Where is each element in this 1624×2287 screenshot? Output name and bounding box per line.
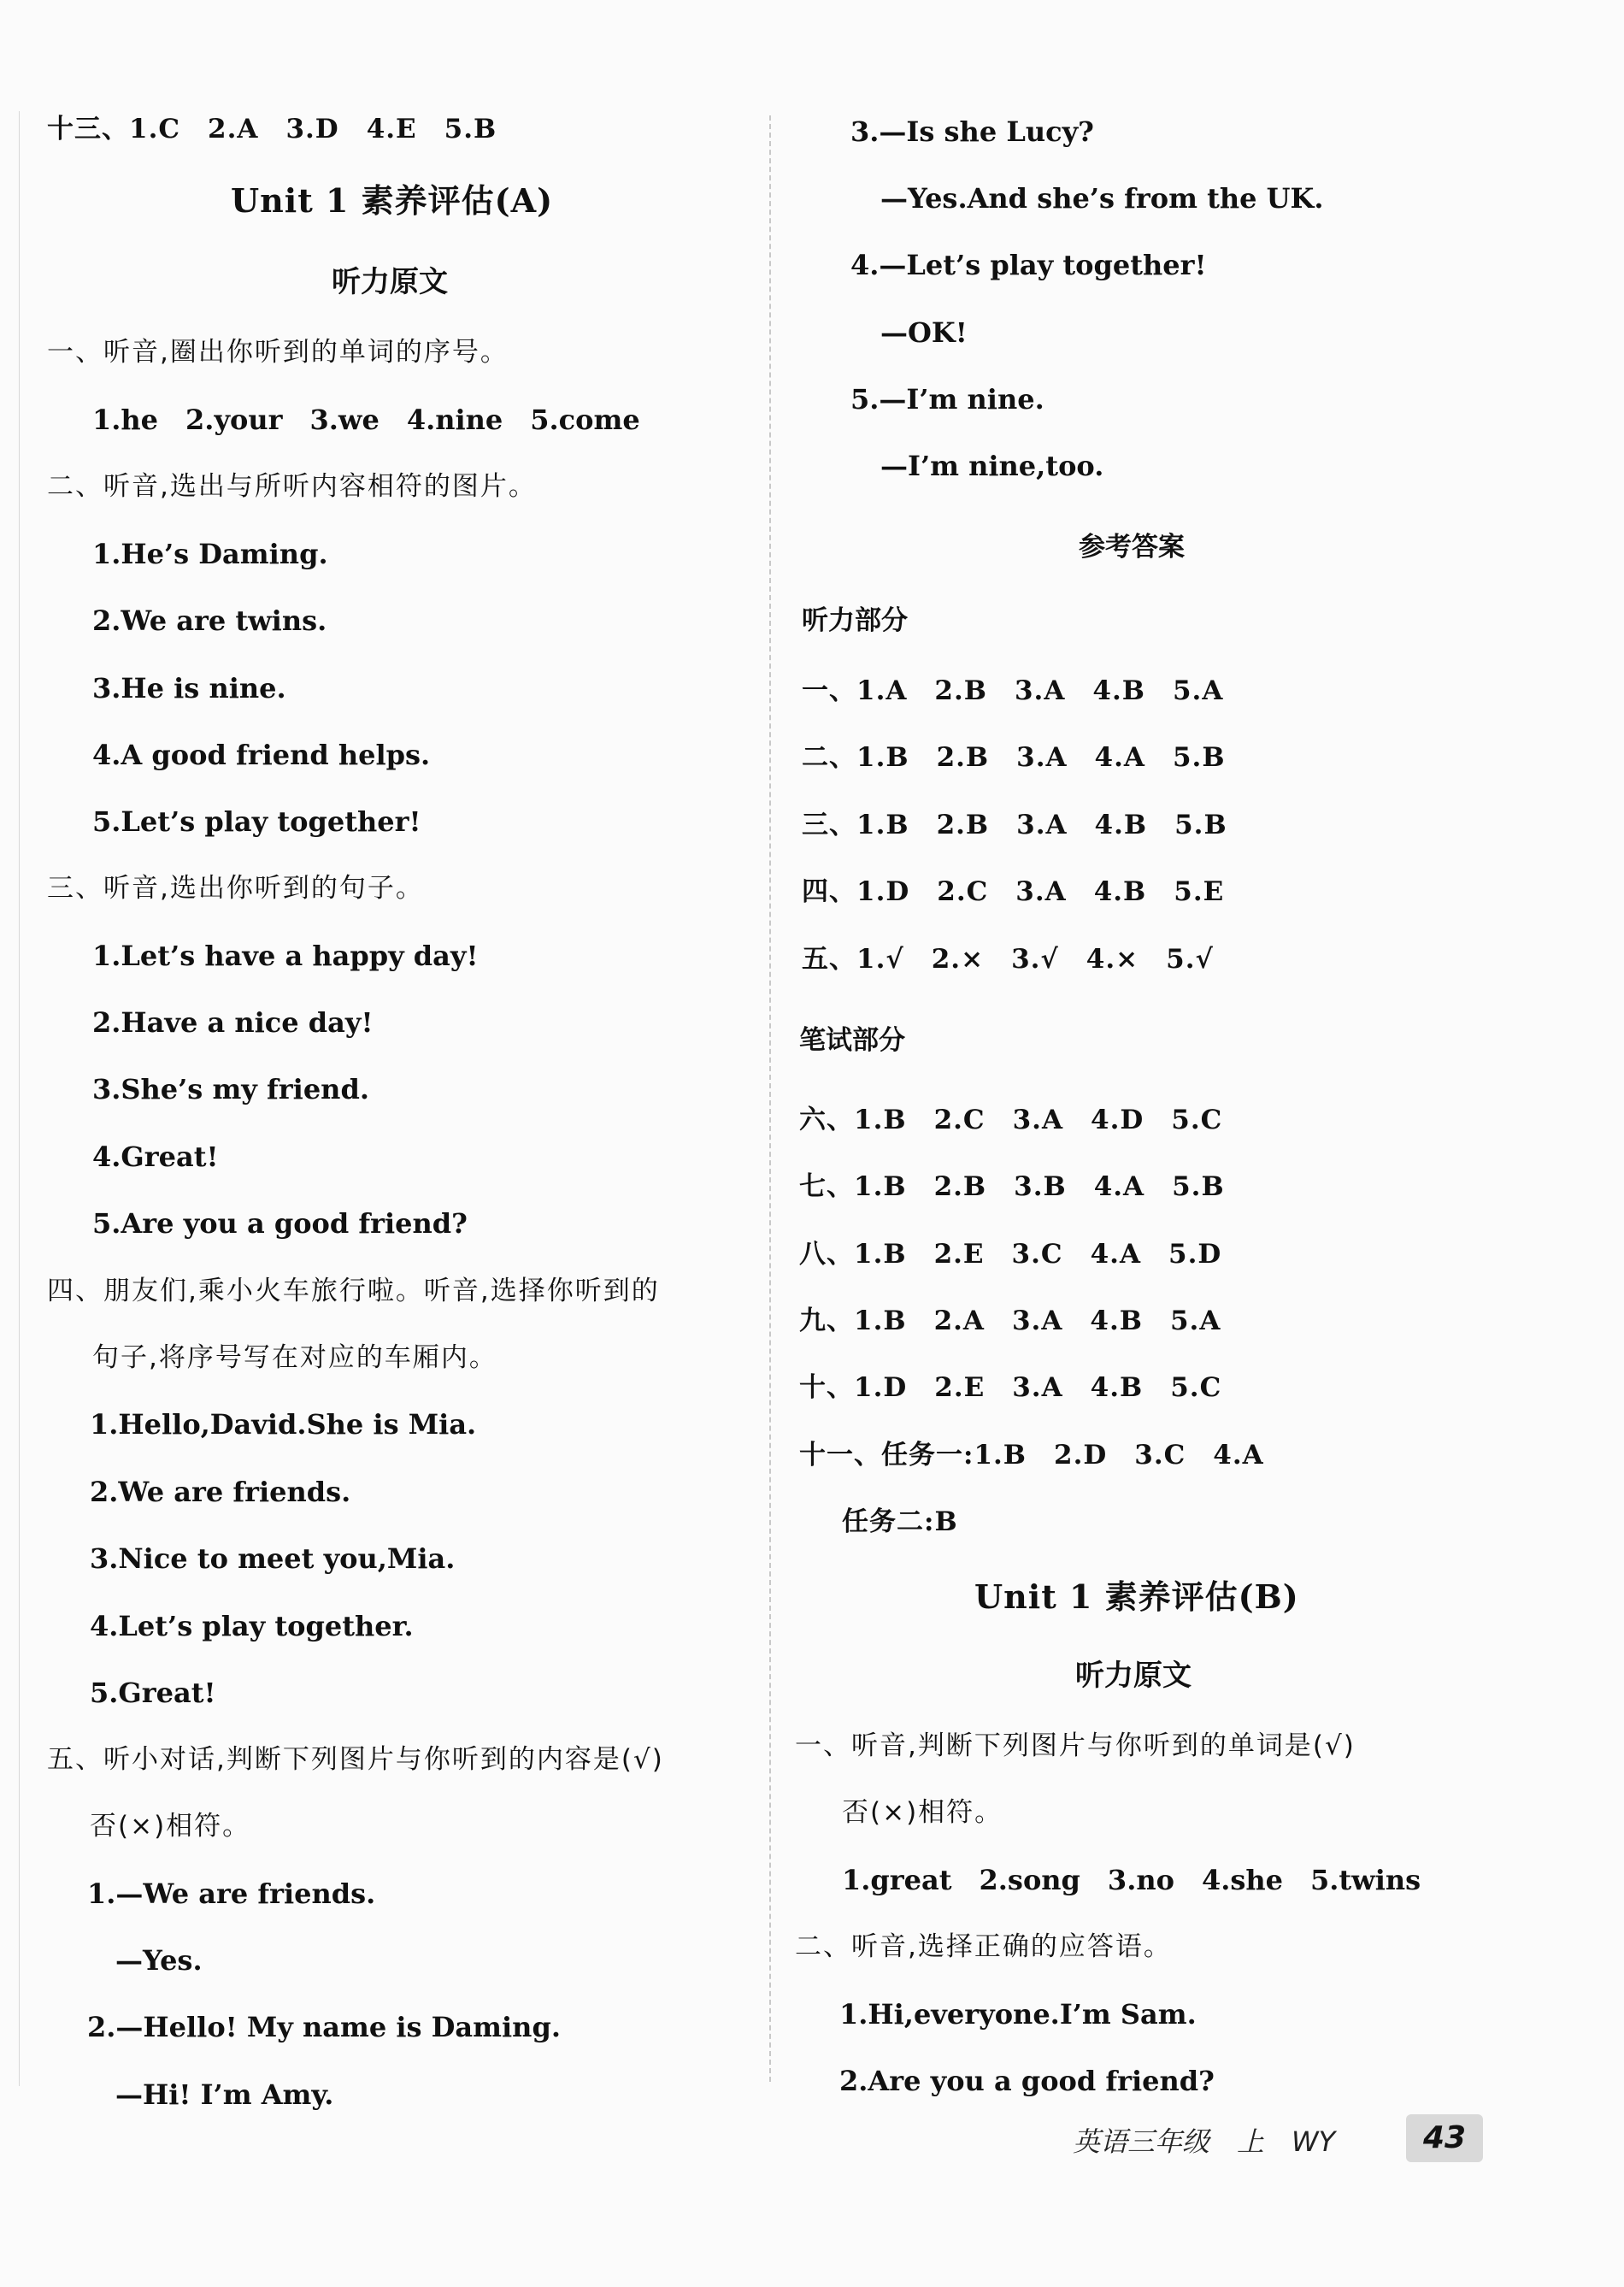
section-1-words: 1.he 2.your 3.we 4.nine 5.come — [92, 404, 640, 436]
written-part-label: 笔试部分 — [799, 1025, 905, 1056]
section-5-item: 3.—Is she Lucy? — [850, 115, 1094, 148]
listening-answer-row: 二、1.B 2.B 3.A 4.A 5.B — [802, 742, 1226, 773]
section-4-item: 3.Nice to meet you,Mia. — [90, 1542, 456, 1575]
section-2-item: 1.He’s Daming. — [92, 538, 328, 570]
section-5-item: 2.—Hello! My name is Daming. — [87, 2011, 561, 2043]
written-answer-row: 任务二:B — [842, 1506, 958, 1537]
column-divider — [769, 115, 771, 2082]
section-2-item: 2.We are twins. — [92, 604, 327, 637]
section-5-item: 1.—We are friends. — [87, 1877, 376, 1910]
b-section-1-words: 1.great 2.song 3.no 4.she 5.twins — [842, 1864, 1421, 1896]
section-5-item: 5.—I’m nine. — [850, 383, 1044, 416]
listening-script-heading: 听力原文 — [332, 265, 448, 299]
section-3-item: 3.She’s my friend. — [92, 1073, 369, 1105]
unit-title-a: Unit 1 素养评估(A) — [231, 181, 554, 220]
section-4-item: 4.Let’s play together. — [90, 1610, 414, 1642]
listening-answer-row: 一、1.A 2.B 3.A 4.B 5.A — [802, 675, 1224, 706]
page-edge-line — [19, 111, 20, 2086]
b-section-1-heading-cont: 否(×)相符。 — [842, 1797, 1003, 1828]
section-5-heading: 五、听小对话,判断下列图片与你听到的内容是(√) — [47, 1744, 664, 1775]
section-3-item: 5.Are you a good friend? — [92, 1207, 468, 1240]
listening-answer-row: 五、1.√ 2.× 3.√ 4.× 5.√ — [802, 944, 1214, 975]
section-4-heading: 四、朋友们,乘小火车旅行啦。听音,选择你听到的 — [47, 1276, 660, 1306]
section-3-item: 4.Great! — [92, 1141, 219, 1173]
listening-part-label: 听力部分 — [802, 605, 908, 636]
page-number: 43 — [1406, 2114, 1483, 2162]
written-answer-row: 八、1.B 2.E 3.C 4.A 5.D — [799, 1239, 1222, 1270]
listening-answer-row: 四、1.D 2.C 3.A 4.B 5.E — [802, 876, 1225, 907]
section-2-heading: 二、听音,选出与所听内容相符的图片。 — [47, 471, 537, 502]
section-5-heading-cont: 否(×)相符。 — [90, 1811, 251, 1842]
b-section-2-heading: 二、听音,选择正确的应答语。 — [795, 1931, 1172, 1962]
listening-answer-row: 三、1.B 2.B 3.A 4.B 5.B — [802, 810, 1227, 840]
written-answer-row: 十、1.D 2.E 3.A 4.B 5.C — [799, 1372, 1222, 1403]
section-5-item: —I’m nine,too. — [880, 450, 1104, 482]
section-3-item: 1.Let’s have a happy day! — [92, 940, 479, 972]
section-4-heading-cont: 句子,将序号写在对应的车厢内。 — [92, 1342, 497, 1373]
section-4-item: 2.We are friends. — [90, 1476, 351, 1508]
section-2-item: 3.He is nine. — [92, 672, 286, 704]
unit-title-b: Unit 1 素养评估(B) — [974, 1577, 1299, 1616]
book-footer-label: 英语三年级 上 WY — [1073, 2125, 1336, 2158]
b-section-2-item: 1.Hi,everyone.I’m Sam. — [839, 1998, 1197, 2031]
written-answer-row: 七、1.B 2.B 3.B 4.A 5.B — [799, 1171, 1225, 1202]
written-answer-row: 六、1.B 2.C 3.A 4.D 5.C — [799, 1105, 1223, 1135]
section-3-item: 2.Have a nice day! — [92, 1006, 374, 1039]
b-section-1-heading: 一、听音,判断下列图片与你听到的单词是(√) — [795, 1730, 1356, 1761]
section-2-item: 5.Let’s play together! — [92, 805, 421, 838]
listening-script-heading-b: 听力原文 — [1075, 1659, 1192, 1693]
section-5-item: —Hi! I’m Amy. — [115, 2078, 334, 2111]
written-answer-row: 九、1.B 2.A 3.A 4.B 5.A — [799, 1306, 1221, 1336]
top-answer-line: 十三、1.C 2.A 3.D 4.E 5.B — [47, 114, 497, 144]
section-3-heading: 三、听音,选出你听到的句子。 — [47, 873, 424, 904]
answer-key-title: 参考答案 — [1079, 532, 1185, 563]
section-5-item: —Yes. — [115, 1944, 203, 1977]
b-section-2-item: 2.Are you a good friend? — [839, 2065, 1215, 2097]
written-answer-row: 十一、任务一:1.B 2.D 3.C 4.A — [799, 1440, 1264, 1471]
section-5-item: —Yes.And she’s from the UK. — [880, 182, 1324, 215]
section-2-item: 4.A good friend helps. — [92, 739, 431, 771]
section-4-item: 5.Great! — [90, 1677, 216, 1709]
section-1-heading: 一、听音,圈出你听到的单词的序号。 — [47, 337, 509, 368]
section-5-item: 4.—Let’s play together! — [850, 249, 1207, 281]
section-4-item: 1.Hello,David.She is Mia. — [90, 1408, 477, 1441]
section-5-item: —OK! — [880, 316, 968, 349]
